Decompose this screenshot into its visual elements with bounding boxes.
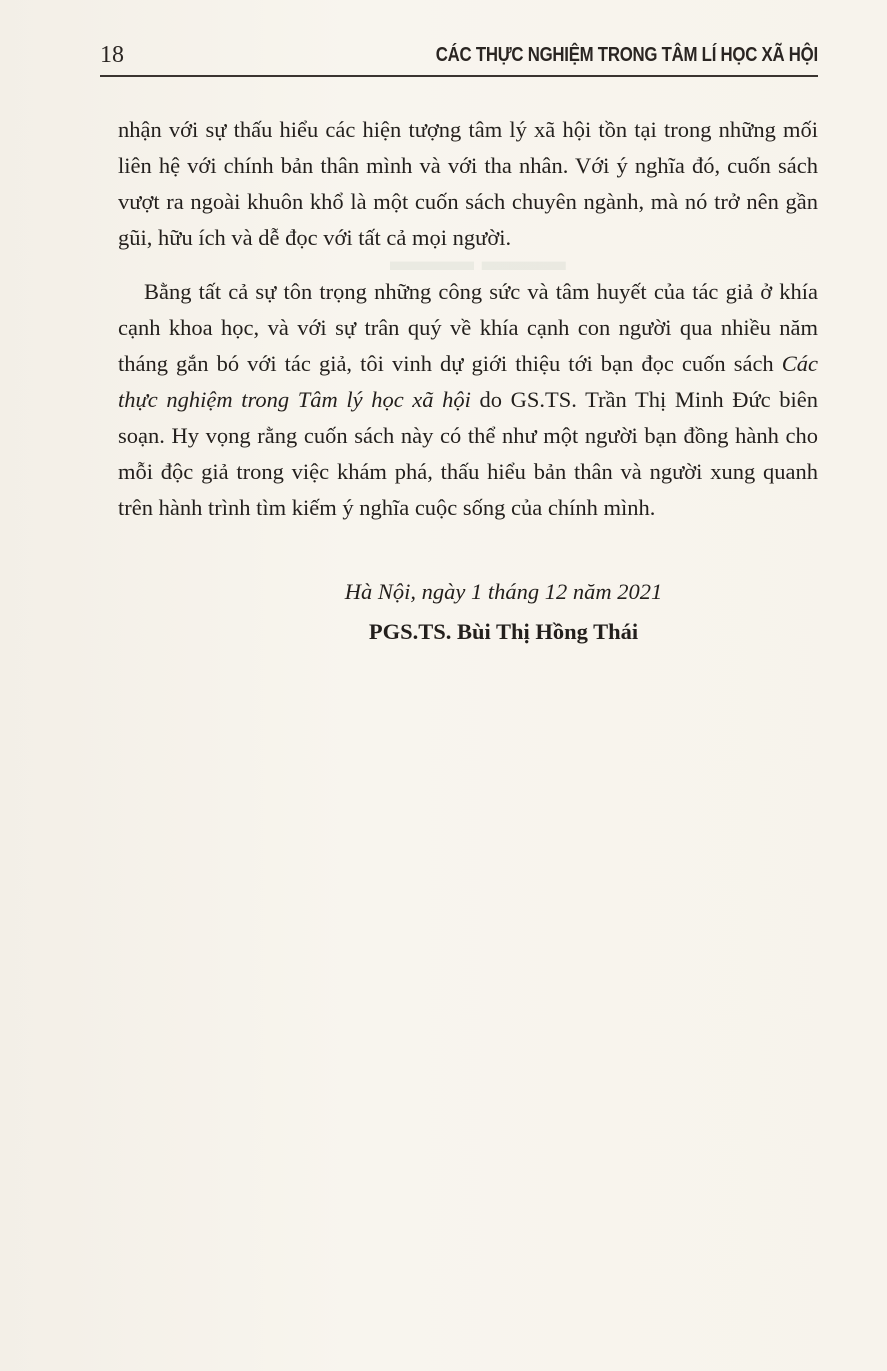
running-title: CÁC THỰC NGHIỆM TRONG TÂM LÍ HỌC XÃ HỘI: [435, 44, 818, 66]
signature-place-date: Hà Nội, ngày 1 tháng 12 năm 2021: [344, 579, 663, 604]
body-text: [118, 112, 818, 526]
paragraph-2: [118, 274, 818, 526]
signature-author: PGS.TS. Bùi Thị Hồng Thái: [368, 619, 639, 644]
page-header: [100, 40, 818, 80]
page-number: 18: [100, 42, 124, 68]
signature-block: [0, 572, 887, 652]
book-title: Các thực nghiệm trong Tâm lý học xã hội: [118, 351, 818, 412]
header-rule: [100, 75, 818, 77]
paragraph-2-lead: Bằng tất cả sự tôn trọng những công sức và tâm huyết của tác giả ở khía cạnh khoa học, và với sự trân quý về khía cạnh con người qua nhiều năm tháng gắn bó với tác giả, tôi vinh dự giới thiệu tới bạn đọc cuốn sách: [118, 279, 818, 376]
paragraph-1: nhận với sự thấu hiểu các hiện tượng tâm lý xã hội tồn tại trong những mối liên hệ với chính bản thân mình và với tha nhân. Với ý nghĩa đó, cuốn sách vượt ra ngoài khuôn khổ là một cuốn sách chuyên ngành, mà nó trở nên gần gũi, hữu ích và dễ đọc với tất cả mọi người.: [118, 117, 818, 250]
bleed-through-decoration: ▬▬▬ ▬▬▬: [390, 245, 566, 276]
paragraph-2-rest: do GS.TS. Trần Thị Minh Đức biên soạn. Hy vọng rằng cuốn sách này có thể như một người bạn đồng hành cho mỗi độc giả trong việc khám phá, thấu hiểu bản thân và người xung quanh trên hành trình tìm kiếm ý nghĩa cuộc sống của chính mình.: [118, 387, 818, 520]
